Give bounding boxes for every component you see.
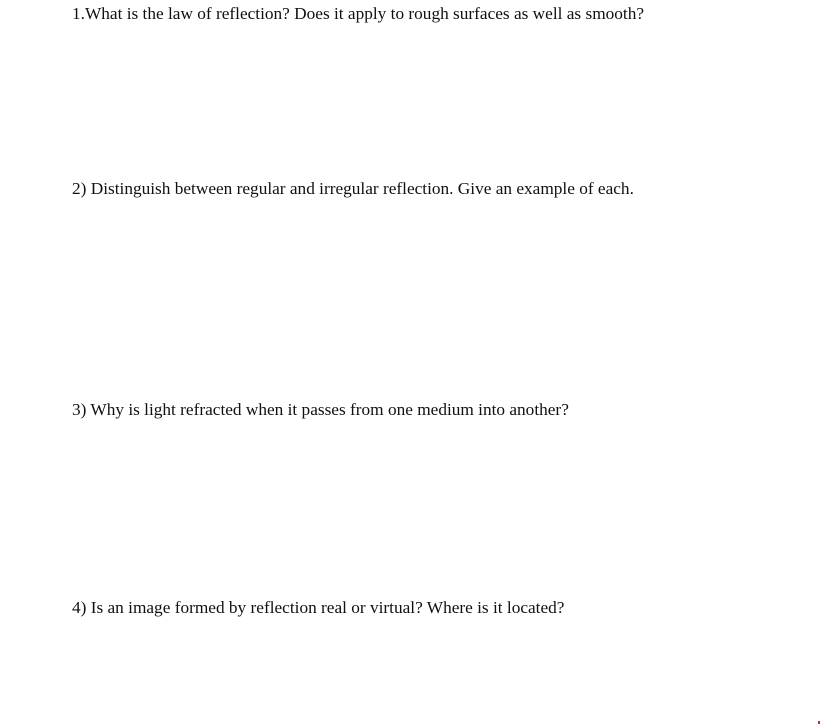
question-2: 2) Distinguish between regular and irregular reflection. Give an example of each. [72,179,634,198]
red-mark [818,721,820,724]
question-1: 1.What is the law of reflection? Does it apply to rough surfaces as well as smooth? [72,4,645,23]
question-3: 3) Why is light refracted when it passes from one medium into another? [72,400,569,419]
question-4: 4) Is an image formed by reflection real or virtual? Where is it located? [72,598,565,617]
